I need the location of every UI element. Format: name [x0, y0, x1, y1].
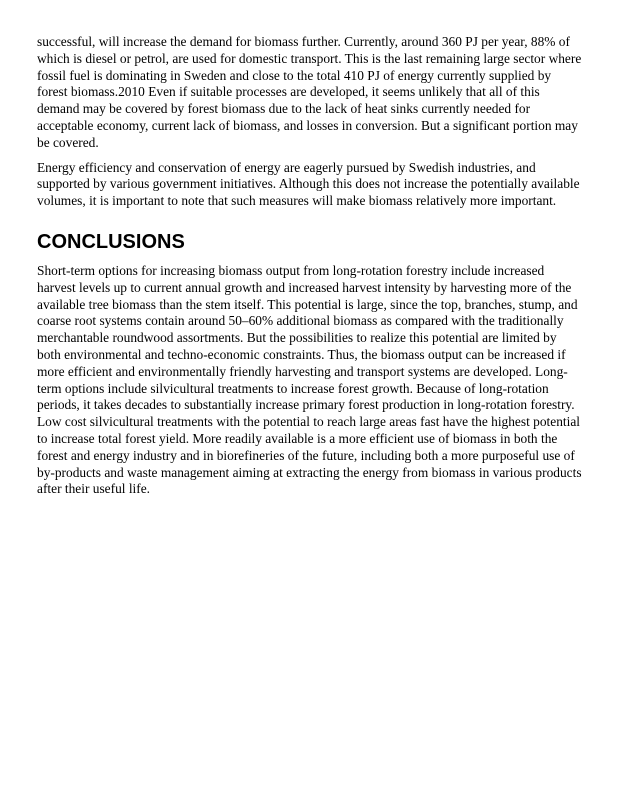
body-paragraph-demand: successful, will increase the demand for biomass further. Currently, around 360 PJ per year, 88% of which is diesel or petrol, are used for domestic transport. This is the last remaining large sector where fossil fuel is dominating in Sweden and close to the total 410 PJ of energy currently supplied by forest biomass.2010 Even if suitable processes are developed, it seems unlikely that all of this demand may be covered by forest biomass due to the lack of heat sinks currently needed for acceptable economy, current lack of biomass, and losses in conversion. But a significant portion may be covered. — [37, 34, 582, 150]
document-page — [37, 34, 582, 506]
conclusions-paragraph: Short-term options for increasing biomass output from long-rotation forestry include increased harvest levels up to current annual growth and increased harvest intensity by harvesting more of the available tree biomass than the stem itself. This potential is large, since the top, branches, stump, and coarse root systems contain around 50–60% additional biomass as compared with the traditionally merchantable roundwood assortments. But the possibilities to realize this potential are limited by both environmental and techno-economic constraints. Thus, the biomass output can be increased if more efficient and environmentally friendly harvesting and transport systems are developed. Long-term options include silvicultural treatments to increase forest growth. Because of long-rotation periods, it takes decades to substantially increase primary forest production in long-rotation forestry. Low cost silvicultural treatments with the potential to reach large areas fast have the highest potential to increase total forest yield. More readily available is a more efficient use of biomass in both the forest and energy industry and in biorefineries of the future, including both a more purposeful use of by-products and waste management aiming at extracting the energy from biomass in various products after their useful life. — [37, 262, 582, 497]
body-paragraph-efficiency: Energy efficiency and conservation of energy are eagerly pursued by Swedish industries, and supported by various government initiatives. Although this does not increase the potentially available volumes, it is important to note that such measures will make biomass relatively more important. — [37, 159, 580, 209]
conclusions-heading: CONCLUSIONS — [37, 230, 185, 253]
